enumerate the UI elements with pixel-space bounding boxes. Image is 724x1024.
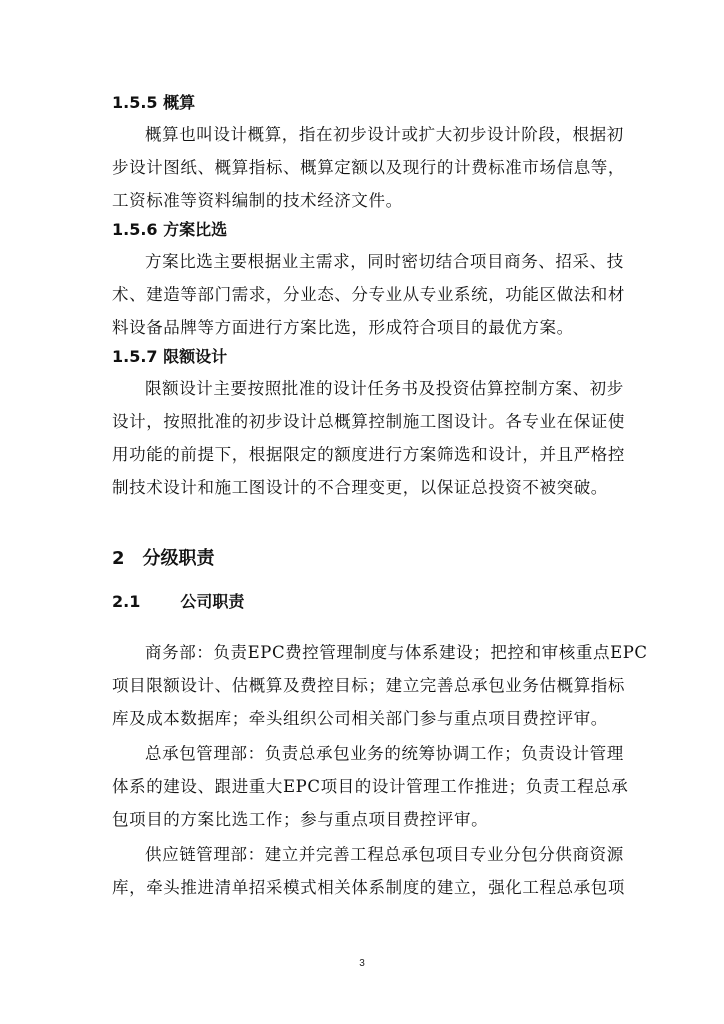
paragraph-1-5-6 (112, 245, 625, 344)
chapter-title: 分级职责 (142, 548, 215, 569)
heading-2-1 (112, 590, 620, 614)
paragraph-line: 用功能的前提下，根据限定的额度进行方案筛选和设计，并且严格控 (112, 445, 625, 464)
heading-number: 1.5.6 (112, 220, 158, 239)
paragraph-line: 工资标准等资料编制的技术经济文件。 (112, 191, 403, 210)
paragraph-line: 商务部：负责EPC费控管理制度与体系建设；把控和审核重点EPC (145, 643, 648, 662)
paragraph-line: 制技术设计和施工图设计的不合理变更，以保证总投资不被突破。 (112, 478, 608, 497)
heading-1-5-5 (112, 92, 620, 114)
paragraph-general-contract-dept (112, 737, 629, 836)
paragraph-supply-chain-dept (112, 838, 625, 904)
paragraph-line: 限额设计主要按照批准的设计任务书及投资估算控制方案、初步 (145, 379, 624, 398)
paragraph-line: 步设计图纸、概算指标、概算定额以及现行的计费标准市场信息等， (112, 158, 625, 177)
paragraph-line: 体系的建设、跟进重大EPC项目的设计管理工作推进；负责工程总承 (112, 777, 629, 796)
paragraph-line: 供应链管理部：建立并完善工程总承包项目专业分包分供商资源 (145, 845, 624, 864)
paragraph-line: 库及成本数据库；牵头组织公司相关部门参与重点项目费控评审。 (112, 709, 608, 728)
heading-number: 1.5.7 (112, 347, 158, 366)
heading-1-5-6 (112, 219, 620, 241)
heading-number: 1.5.5 (112, 93, 158, 112)
chapter-heading-2 (112, 546, 620, 572)
paragraph-1-5-7 (112, 372, 625, 504)
heading-title: 方案比选 (163, 220, 228, 239)
paragraph-line: 库，牵头推进清单招采模式相关体系制度的建立，强化工程总承包项 (112, 878, 625, 897)
chapter-number: 2 (112, 548, 125, 569)
paragraph-line: 料设备品牌等方面进行方案比选，形成符合项目的最优方案。 (112, 318, 574, 337)
page-number: 3 (359, 958, 365, 969)
heading-1-5-7 (112, 346, 620, 368)
paragraph-line: 包项目的方案比选工作；参与重点项目费控评审。 (112, 810, 489, 829)
heading-number: 2.1 (112, 592, 141, 611)
heading-title: 限额设计 (163, 347, 228, 366)
paragraph-line: 总承包管理部：负责总承包业务的统筹协调工作；负责设计管理 (145, 744, 624, 763)
paragraph-line: 术、建造等部门需求，分业态、分专业从专业系统，功能区做法和材 (112, 285, 625, 304)
heading-title: 公司职责 (180, 592, 245, 611)
paragraph-line: 方案比选主要根据业主需求，同时密切结合项目商务、招采、技 (145, 252, 624, 271)
paragraph-line: 设计，按照批准的初步设计总概算控制施工图设计。各专业在保证使 (112, 412, 625, 431)
page-body (112, 92, 648, 906)
paragraph-line: 项目限额设计、估概算及费控目标；建立完善总承包业务估概算指标 (112, 676, 625, 695)
heading-title: 概算 (163, 93, 196, 112)
paragraph-1-5-5 (112, 118, 625, 217)
paragraph-line: 概算也叫设计概算，指在初步设计或扩大初步设计阶段，根据初 (145, 125, 624, 144)
paragraph-commerce-dept (112, 636, 648, 735)
